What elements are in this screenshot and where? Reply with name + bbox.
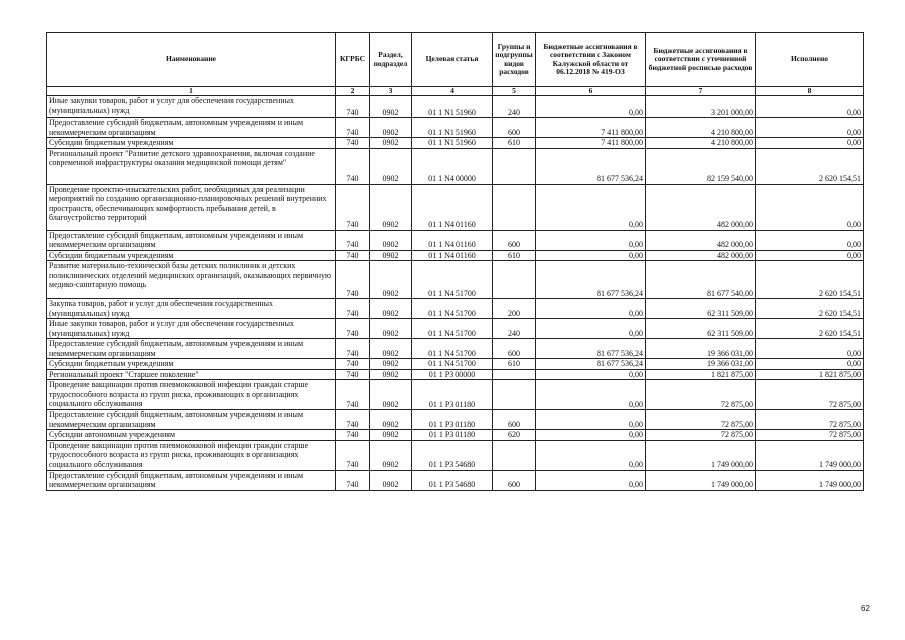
row-target: 01 1 N4 00000: [412, 148, 493, 184]
col-header-group: Группы и подгруппы видов расходов: [493, 33, 536, 87]
row-law: 0,00: [536, 230, 646, 250]
row-group: [493, 184, 536, 230]
row-group: 600: [493, 118, 536, 138]
row-target: 01 1 N1 51960: [412, 118, 493, 138]
row-kgrbs: 740: [336, 369, 370, 380]
row-target: 01 1 P3 00000: [412, 369, 493, 380]
row-executed: 1 749 000,00: [756, 440, 864, 470]
table-row: [47, 261, 864, 299]
col-header-razdel: Раздел, подраздел: [370, 33, 412, 87]
table-row: [47, 359, 864, 370]
row-razdel: 0902: [370, 184, 412, 230]
row-law: 81 677 536,24: [536, 339, 646, 359]
row-refined: 4 210 800,00: [646, 138, 756, 149]
row-target: 01 1 N4 51700: [412, 299, 493, 319]
row-name: Предоставление субсидий бюджетным, автономным учреждениям и иным некоммерческим организациям: [47, 230, 336, 250]
header-row: [47, 33, 864, 87]
row-razdel: 0902: [370, 138, 412, 149]
row-executed: 72 875,00: [756, 380, 864, 410]
col-number: 8: [756, 87, 864, 96]
table-row: [47, 118, 864, 138]
row-name: Развитие материально-технической базы детских поликлиник и детских поликлинических отделений медицинских организаций, оказывающих первичную медико-санитарную помощь: [47, 261, 336, 299]
row-group: [493, 261, 536, 299]
row-law: 0,00: [536, 440, 646, 470]
row-executed: 0,00: [756, 118, 864, 138]
table-row: [47, 319, 864, 339]
row-kgrbs: 740: [336, 430, 370, 441]
row-law: 81 677 536,24: [536, 261, 646, 299]
row-law: 81 677 536,24: [536, 148, 646, 184]
table-row: [47, 369, 864, 380]
row-razdel: 0902: [370, 440, 412, 470]
row-name: Проведение вакцинации против пневмококковой инфекции граждан старше трудоспособного возраста из групп риска, проживающих в организациях социального обслуживания: [47, 380, 336, 410]
row-law: 0,00: [536, 410, 646, 430]
row-law: 0,00: [536, 430, 646, 441]
row-group: 610: [493, 250, 536, 261]
row-razdel: 0902: [370, 319, 412, 339]
col-header-target: Целевая статья: [412, 33, 493, 87]
row-name: Предоставление субсидий бюджетным, автономным учреждениям и иным некоммерческим организациям: [47, 410, 336, 430]
row-target: 01 1 N4 51700: [412, 339, 493, 359]
row-name: Субсидии автономным учреждениям: [47, 430, 336, 441]
row-executed: 2 620 154,51: [756, 261, 864, 299]
row-executed: 0,00: [756, 339, 864, 359]
row-razdel: 0902: [370, 148, 412, 184]
row-kgrbs: 740: [336, 380, 370, 410]
row-group: 600: [493, 410, 536, 430]
table-row: [47, 184, 864, 230]
row-executed: 0,00: [756, 250, 864, 261]
row-law: 0,00: [536, 184, 646, 230]
row-name: Иные закупки товаров, работ и услуг для обеспечения государственных (муниципальных) нужд: [47, 96, 336, 118]
row-executed: 1 749 000,00: [756, 470, 864, 490]
row-law: 0,00: [536, 319, 646, 339]
row-name: Закупка товаров, работ и услуг для обеспечения государственных (муниципальных) нужд: [47, 299, 336, 319]
row-name: Субсидии бюджетным учреждениям: [47, 138, 336, 149]
table-row: [47, 138, 864, 149]
col-number: 4: [412, 87, 493, 96]
row-kgrbs: 740: [336, 118, 370, 138]
row-razdel: 0902: [370, 261, 412, 299]
row-refined: 62 311 509,00: [646, 299, 756, 319]
table-row: [47, 148, 864, 184]
col-header-name: Наименование: [47, 33, 336, 87]
row-name: Предоставление субсидий бюджетным, автономным учреждениям и иным некоммерческим организациям: [47, 470, 336, 490]
row-law: 0,00: [536, 470, 646, 490]
col-number: 3: [370, 87, 412, 96]
row-executed: 0,00: [756, 359, 864, 370]
row-group: 240: [493, 319, 536, 339]
row-refined: 1 749 000,00: [646, 440, 756, 470]
row-razdel: 0902: [370, 369, 412, 380]
column-number-row: [47, 87, 864, 96]
row-kgrbs: 740: [336, 148, 370, 184]
col-header-law: Бюджетные ассигнования в соответствии с Законом Калужской области от 06.12.2018 № 419-ОЗ: [536, 33, 646, 87]
row-group: 600: [493, 339, 536, 359]
row-kgrbs: 740: [336, 339, 370, 359]
table-row: [47, 380, 864, 410]
row-executed: 2 620 154,51: [756, 319, 864, 339]
row-executed: 2 620 154,51: [756, 148, 864, 184]
row-kgrbs: 740: [336, 359, 370, 370]
row-group: 610: [493, 138, 536, 149]
row-kgrbs: 740: [336, 184, 370, 230]
col-header-kgrbs: КГРБС: [336, 33, 370, 87]
row-target: 01 1 N4 51700: [412, 359, 493, 370]
row-refined: 19 366 031,00: [646, 339, 756, 359]
row-razdel: 0902: [370, 250, 412, 261]
row-group: 600: [493, 230, 536, 250]
row-name: Предоставление субсидий бюджетным, автономным учреждениям и иным некоммерческим организациям: [47, 339, 336, 359]
row-target: 01 1 P3 01180: [412, 380, 493, 410]
table-row: [47, 339, 864, 359]
row-law: 0,00: [536, 369, 646, 380]
row-name: Субсидии бюджетным учреждениям: [47, 250, 336, 261]
table-row: [47, 410, 864, 430]
row-name: Региональный проект "Развитие детского здравоохранения, включая создание современной инфраструктуры оказания медицинской помощи детям": [47, 148, 336, 184]
row-executed: 2 620 154,51: [756, 299, 864, 319]
row-refined: 72 875,00: [646, 380, 756, 410]
budget-table: [46, 32, 864, 491]
row-refined: 72 875,00: [646, 410, 756, 430]
row-law: 7 411 800,00: [536, 138, 646, 149]
row-kgrbs: 740: [336, 299, 370, 319]
row-kgrbs: 740: [336, 319, 370, 339]
row-razdel: 0902: [370, 339, 412, 359]
row-kgrbs: 740: [336, 138, 370, 149]
row-kgrbs: 740: [336, 250, 370, 261]
row-target: 01 1 N4 51700: [412, 261, 493, 299]
row-executed: 72 875,00: [756, 410, 864, 430]
row-group: 200: [493, 299, 536, 319]
row-target: 01 1 N4 01160: [412, 184, 493, 230]
row-target: 01 1 N4 01160: [412, 230, 493, 250]
row-kgrbs: 740: [336, 410, 370, 430]
row-kgrbs: 740: [336, 470, 370, 490]
row-razdel: 0902: [370, 410, 412, 430]
row-group: [493, 380, 536, 410]
table-row: [47, 440, 864, 470]
row-group: 610: [493, 359, 536, 370]
table-row: [47, 96, 864, 118]
table-row: [47, 299, 864, 319]
row-target: 01 1 N4 01160: [412, 250, 493, 261]
row-refined: 1 821 875,00: [646, 369, 756, 380]
row-razdel: 0902: [370, 359, 412, 370]
row-refined: 62 311 509,00: [646, 319, 756, 339]
row-refined: 3 201 000,00: [646, 96, 756, 118]
row-law: 0,00: [536, 299, 646, 319]
row-group: 240: [493, 96, 536, 118]
row-razdel: 0902: [370, 380, 412, 410]
row-refined: 72 875,00: [646, 430, 756, 441]
row-refined: 81 677 540,00: [646, 261, 756, 299]
row-refined: 4 210 800,00: [646, 118, 756, 138]
row-target: 01 1 N1 51960: [412, 96, 493, 118]
row-executed: 72 875,00: [756, 430, 864, 441]
col-number: 7: [646, 87, 756, 96]
row-target: 01 1 N1 51960: [412, 138, 493, 149]
row-executed: 0,00: [756, 96, 864, 118]
row-group: [493, 369, 536, 380]
row-kgrbs: 740: [336, 96, 370, 118]
col-number: 6: [536, 87, 646, 96]
row-group: 620: [493, 430, 536, 441]
row-kgrbs: 740: [336, 230, 370, 250]
row-group: [493, 440, 536, 470]
row-name: Проведение проектно-изыскательских работ, необходимых для реализации мероприятий по созданию организационно-планировочных решений внутренних пространств, обеспечивающих комфортность пребывания детей, в благоустройство территорий: [47, 184, 336, 230]
row-executed: 1 821 875,00: [756, 369, 864, 380]
row-refined: 482 000,00: [646, 184, 756, 230]
row-name: Субсидии бюджетным учреждениям: [47, 359, 336, 370]
row-executed: 0,00: [756, 138, 864, 149]
row-razdel: 0902: [370, 230, 412, 250]
row-name: Предоставление субсидий бюджетным, автономным учреждениям и иным некоммерческим организациям: [47, 118, 336, 138]
page-number: 62: [861, 604, 870, 613]
row-target: 01 1 P3 54680: [412, 470, 493, 490]
row-executed: 0,00: [756, 230, 864, 250]
row-group: 600: [493, 470, 536, 490]
col-header-executed: Исполнено: [756, 33, 864, 87]
row-law: 0,00: [536, 250, 646, 261]
row-name: Региональный проект "Старшее поколение": [47, 369, 336, 380]
row-executed: 0,00: [756, 184, 864, 230]
row-refined: 482 000,00: [646, 250, 756, 261]
row-razdel: 0902: [370, 96, 412, 118]
row-target: 01 1 P3 54680: [412, 440, 493, 470]
row-refined: 1 749 000,00: [646, 470, 756, 490]
row-kgrbs: 740: [336, 440, 370, 470]
col-number: 5: [493, 87, 536, 96]
table-row: [47, 430, 864, 441]
table-row: [47, 250, 864, 261]
table-row: [47, 230, 864, 250]
row-law: 7 411 800,00: [536, 118, 646, 138]
col-number: 2: [336, 87, 370, 96]
col-number: 1: [47, 87, 336, 96]
row-kgrbs: 740: [336, 261, 370, 299]
row-target: 01 1 P3 01180: [412, 430, 493, 441]
row-group: [493, 148, 536, 184]
row-law: 0,00: [536, 380, 646, 410]
row-name: Иные закупки товаров, работ и услуг для обеспечения государственных (муниципальных) нужд: [47, 319, 336, 339]
col-header-refined: Бюджетные ассигнования в соответствии с уточненной бюджетной росписью расходов: [646, 33, 756, 87]
row-refined: 82 159 540,00: [646, 148, 756, 184]
row-name: Проведение вакцинации против пневмококковой инфекции граждан старше трудоспособного возраста из групп риска, проживающих в организациях социального обслуживания: [47, 440, 336, 470]
row-refined: 19 366 031,00: [646, 359, 756, 370]
row-refined: 482 000,00: [646, 230, 756, 250]
row-law: 81 677 536,24: [536, 359, 646, 370]
row-razdel: 0902: [370, 430, 412, 441]
row-law: 0,00: [536, 96, 646, 118]
table-row: [47, 470, 864, 490]
row-target: 01 1 P3 01180: [412, 410, 493, 430]
row-target: 01 1 N4 51700: [412, 319, 493, 339]
row-razdel: 0902: [370, 470, 412, 490]
row-razdel: 0902: [370, 118, 412, 138]
row-razdel: 0902: [370, 299, 412, 319]
